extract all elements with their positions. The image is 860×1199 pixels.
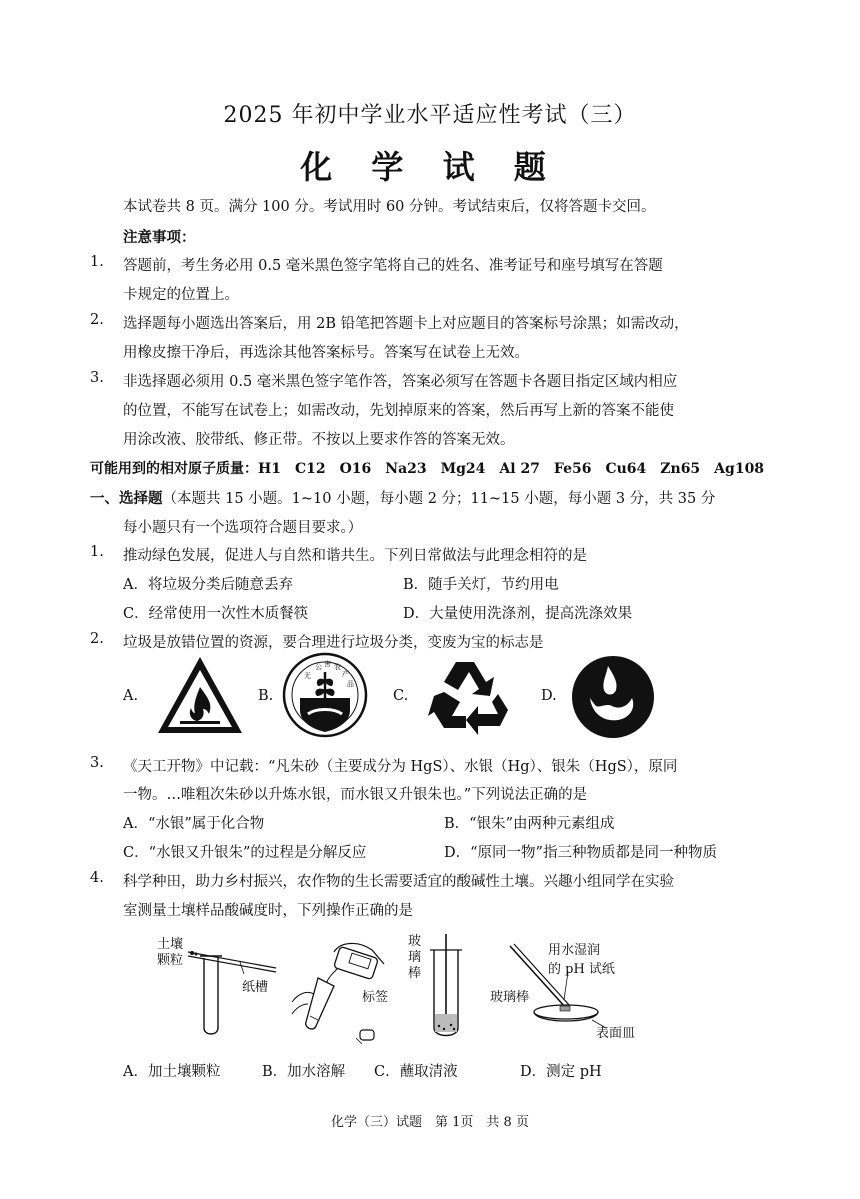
- question-stem: 室测量土壤样品酸碱度时，下列操作正确的是: [123, 903, 413, 919]
- test-tube-horizontal-figure: [180, 944, 290, 1038]
- section-desc: （本题共 15 小题。1~10 小题，每小题 2 分；11~15 小题，每小题 3 分，共 35 分: [162, 491, 716, 507]
- label-soil: 土壤: [157, 937, 184, 952]
- label-glass-rod: 玻璃棒: [490, 990, 530, 1005]
- badge-char: 品: [347, 680, 354, 688]
- page-footer: 化学（三）试题 第 1页 共 8 页: [331, 1115, 529, 1130]
- badge-char: 农: [334, 663, 341, 671]
- label-paper-trough: 纸槽: [242, 980, 269, 995]
- option-d: D．“原同一物”指三种物质都是同一种物质: [444, 845, 717, 861]
- exam-title: 2025 年初中学业水平适应性考试（三）: [223, 103, 637, 128]
- question-number: 1.: [90, 544, 104, 560]
- subject-title: 化 学 试 题: [300, 148, 560, 186]
- question-number: 4.: [90, 870, 104, 886]
- label-glass: 璃: [408, 950, 422, 965]
- question-number: 2.: [90, 631, 104, 647]
- flammable-warning-icon: [155, 654, 245, 736]
- option-c-label: C.: [393, 688, 409, 704]
- option-b: B．“银朱”由两种元素组成: [444, 816, 615, 832]
- question-number: 3.: [90, 755, 104, 771]
- option-c: C．“水银又升银朱”的过程是分解反应: [123, 845, 367, 861]
- option-d: D．大量使用洗涤剂，提高洗涤效果: [403, 606, 633, 622]
- option-c: C．蘸取清液: [374, 1064, 458, 1080]
- water-saving-icon: [570, 654, 656, 740]
- notice-line: 卡规定的位置上。: [123, 287, 239, 303]
- option-c: C．经常使用一次性木质餐筷: [123, 606, 309, 622]
- question-stem: 垃圾是放错位置的资源，要合理进行垃圾分类，变废为宝的标志是: [123, 635, 544, 651]
- option-a: A．将垃圾分类后随意丢弃: [123, 577, 293, 593]
- label-label: 标签: [362, 990, 389, 1005]
- badge-char: 无: [304, 672, 311, 680]
- option-b-label: B.: [258, 688, 274, 704]
- section-desc-2: 每小题只有一个选项符合题目要求。）: [123, 520, 363, 536]
- notice-line: 用涂改液、胶带纸、修正带。不按以上要求作答的答案无效。: [123, 432, 515, 448]
- notice-number: 1.: [90, 254, 104, 270]
- notice-line: 选择题每小题选出答案后，用 2B 铅笔把答题卡上对应题目的答案标号涂黑；如需改动，: [123, 316, 689, 332]
- label-rod: 棒: [408, 966, 422, 981]
- label-ph-paper: 的 pH 试纸: [548, 962, 615, 977]
- notice-line: 的位置，不能写在试卷上；如需改动，先划掉原来的答案，然后再写上新的答案不能使: [123, 403, 674, 419]
- notice-line: 非选择题必须用 0.5 毫米黑色签字笔作答，答案必须写在答题卡各题目指定区域内相应: [123, 374, 678, 390]
- notice-number: 2.: [90, 312, 104, 328]
- option-d-label: D.: [541, 688, 557, 704]
- notice-line: 答题前，考生务必用 0.5 毫米黑色签字笔将自己的姓名、准考证号和座号填写在答题: [123, 258, 663, 274]
- badge-char: 产: [342, 670, 349, 678]
- question-stem: 《天工开物》中记载：“凡朱砂（主要成分为 HgS）、水银（Hg）、银朱（HgS），原同: [123, 759, 678, 775]
- badge-char: 害: [324, 660, 331, 668]
- section-heading: 一、选择题: [90, 490, 163, 507]
- notice-line: 用橡皮擦干净后，再选涂其他答案标号。答案写在试卷上无效。: [123, 345, 529, 361]
- question-stem: 推动绿色发展，促进人与自然和谐共生。下列日常做法与此理念相符的是: [123, 548, 587, 564]
- pour-water-figure: [288, 934, 408, 1046]
- exam-intro: 本试卷共 8 页。满分 100 分。考试用时 60 分钟。考试结束后，仅将答题卡交回。: [123, 199, 656, 215]
- option-a: A．加土壤颗粒: [123, 1064, 221, 1080]
- recycle-icon: [424, 654, 514, 738]
- question-stem: 一物。…唯粗次朱砂以升炼水银，而水银又升银朱也。”下列说法正确的是: [123, 787, 588, 803]
- option-d: D．测定 pH: [520, 1064, 602, 1080]
- option-b: B．加水溶解: [262, 1064, 346, 1080]
- label-wet: 用水湿润: [548, 943, 601, 958]
- label-particles: 颗粒: [157, 953, 184, 968]
- option-b: B．随手关灯，节约用电: [403, 577, 559, 593]
- label-glass: 玻: [408, 934, 422, 949]
- option-a: A．“水银”属于化合物: [123, 816, 265, 832]
- badge-text-ring: [282, 652, 368, 738]
- question-stem: 科学种田，助力乡村振兴，农作物的生长需要适宜的酸碱性土壤。兴趣小组同学在实验: [123, 874, 674, 890]
- dip-solution-figure: [424, 932, 464, 1042]
- notice-heading: 注意事项：: [123, 229, 196, 246]
- atomic-masses: 可能用到的相对原子质量：H1 C12 O16 Na23 Mg24 Al 27 Fe56 Cu64 Zn65 Ag108: [90, 461, 765, 477]
- section-heading-line: [90, 487, 715, 508]
- label-watch-glass: 表面皿: [596, 1026, 636, 1041]
- notice-number: 3.: [90, 370, 104, 386]
- badge-char: 公: [315, 663, 322, 671]
- option-a-label: A.: [123, 688, 139, 704]
